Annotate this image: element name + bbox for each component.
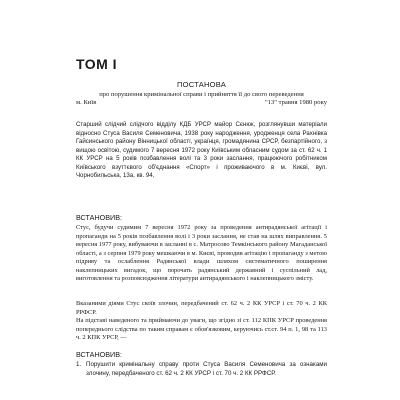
resolution-date: "13" травня 1980 року <box>265 99 327 106</box>
legal-basis-paragraph: На підставі наведеного та приймаючи до уваги, що згідно зі ст. 112 КПК УРСР проведення попереднього слідства по таким справам є обов'язковим, керуючись ст.ст. 94 п. 1, 98 та 113 ч. 2 КПК УРСР, — <box>76 317 327 341</box>
intro-paragraph: Старший слідчий слідчого відділу КДБ УРСР майор Сєнюк, розглянувши матеріали відносно Стуса Василя Семеновича, 1938 року народження, уродженця села Рахнівка Гайсинського району Вінницької області, українця, громадянина СРСР, безпартійного, з вищою освітою, судимого 7 вересня 1972 року Київським обласним судом за ст. 62 ч. 1 КК УРСР на 5 років позбавлення волі та 3 роки заслання, працюючого робітником Київського взуттєвого об'єднання «Спорт» і проживаючого в м. Києві, вул. Чорнобильська, 13а, кв. 94, <box>76 121 327 179</box>
resolved-heading: ВСТАНОВИВ: <box>76 350 122 359</box>
established-conclusion: Вказаними діями Стус скоїв злочин, передбачений ст. 62 ч. 2 КК УРСР і ст. 70 ч. 2 КК РРФСР. <box>76 300 327 316</box>
resolution-place: м. Київ <box>76 99 97 106</box>
list-item <box>76 361 327 378</box>
resolution-title: ПОСТАНОВА <box>176 80 227 89</box>
established-heading: ВСТАНОВИВ: <box>76 213 122 222</box>
resolution-subtitle: про порушення кримінальної справи і прийняття її до свого переведення <box>99 91 304 98</box>
list-item-number: 1. <box>76 361 82 368</box>
list-item-text: Порушити кримінальну справу проти Стуса Василя Семеновича за ознаками злочину, передбаченого ст. 62 ч. 2 КК УРСР і ст. 70 ч. 2 КК РРФСР. <box>86 361 327 377</box>
volume-title: ТОМ І <box>76 56 118 72</box>
established-paragraph: Стус, будучи судимим 7 вересня 1972 року за проведення антирадянської агітації і пропаганди на 5 років позбавлення волі і 3 роки заслання, не став на шлях виправлення. 5 вересня 1977 року, вибуваючи в засланні в с. Матросово Темкінського району Магаданської області, а з серпня 1979 року мешкаючи в м. Києві, проводив агітацію і пропаганду з метою підриву та ослаблення Радянської влади шляхом систематичного поширення наклепницьких вигадок, що порочать радянський державний і суспільний лад, виготовлення та розповсюдження літератури антирадянського і наклепницького змісту. <box>76 224 327 282</box>
